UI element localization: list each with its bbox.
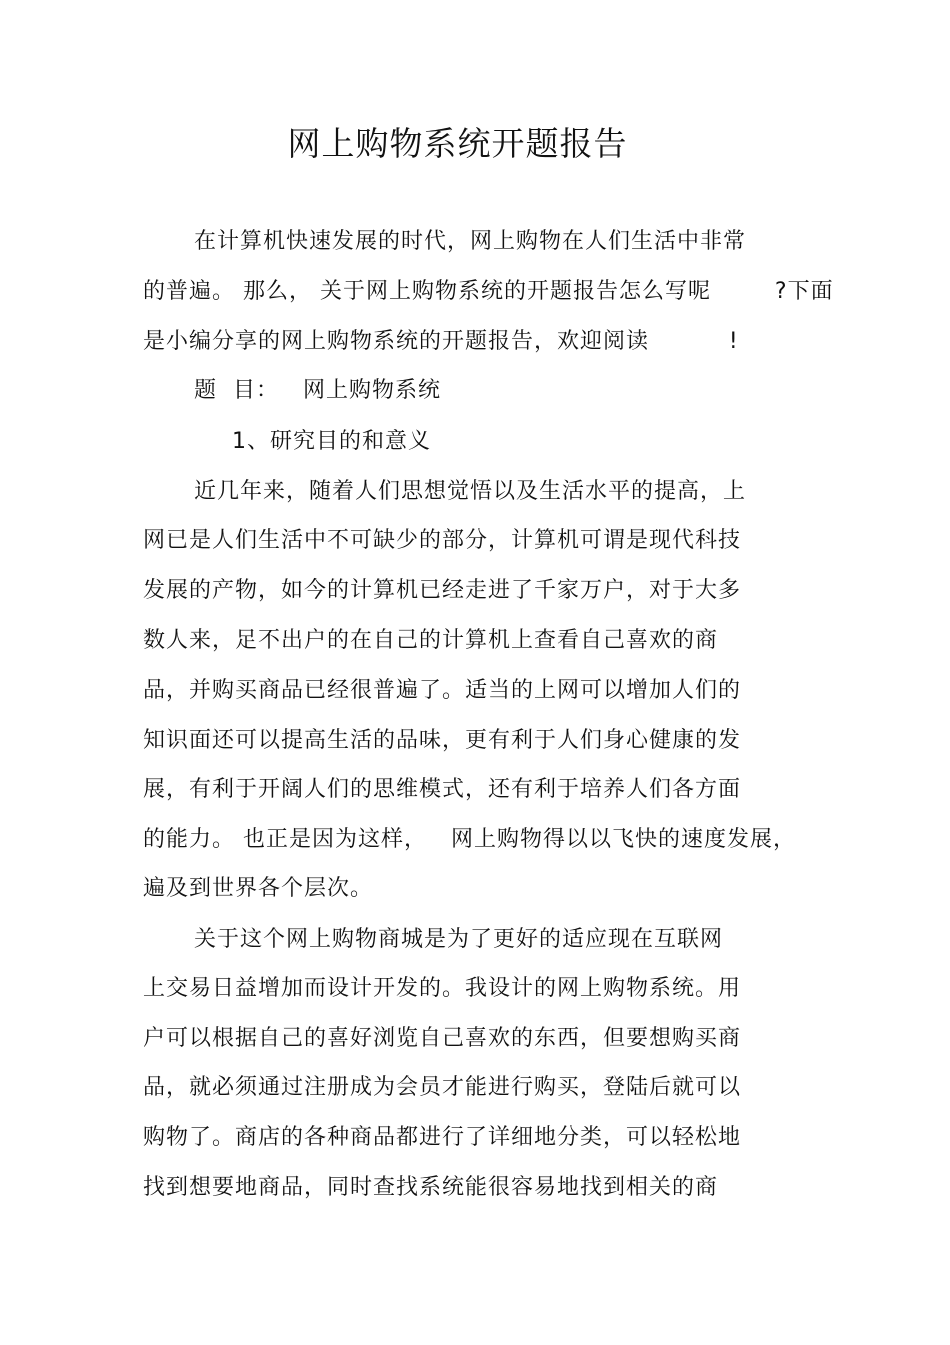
paragraph-line: 数人来，足不出户的在自己的计算机上查看自己喜欢的商 <box>143 628 719 653</box>
paragraph-line: 网已是人们生活中不可缺少的部分，计算机可谓是现代科技 <box>143 528 742 553</box>
paragraph-line: 的能力。 也正是因为这样， 网上购物得以以飞快的速度发展， <box>143 827 796 852</box>
paragraph-line: 近几年来，随着人们思想觉悟以及生活水平的提高，上 <box>194 479 747 504</box>
paragraph-line: 发展的产物，如今的计算机已经走进了千家万户，对于大多 <box>143 578 742 603</box>
paragraph-line: 关于这个网上购物商城是为了更好的适应现在互联网 <box>194 927 724 952</box>
paragraph-line: 上交易日益增加而设计开发的。我设计的网上购物系统。用 <box>143 976 742 1001</box>
paragraph-line: 是小编分享的网上购物系统的开题报告，欢迎阅读 ! <box>143 329 739 354</box>
paragraph-line: 品，就必须通过注册成为会员才能进行购买，登陆后就可以 <box>143 1075 742 1100</box>
paragraph-line: 展，有利于开阔人们的思维模式，还有利于培养人们各方面 <box>143 777 742 802</box>
subject-line: 题 目： 网上购物系统 <box>194 378 441 403</box>
paragraph-line: 找到想要地商品，同时查找系统能很容易地找到相关的商 <box>143 1175 719 1200</box>
paragraph-line: 遍及到世界各个层次。 <box>143 876 374 901</box>
paragraph-line: 知识面还可以提高生活的品味，更有利于人们身心健康的发 <box>143 728 742 753</box>
paragraph-line: 在计算机快速发展的时代，网上购物在人们生活中非常 <box>194 229 747 254</box>
paragraph-line: 购物了。商店的各种商品都进行了详细地分类，可以轻松地 <box>143 1125 742 1150</box>
document-title: 网上购物系统开题报告 <box>287 124 628 163</box>
paragraph-line: 户可以根据自己的喜好浏览自己喜欢的东西，但要想购买商 <box>143 1026 742 1051</box>
paragraph-line: 品，并购买商品已经很普遍了。适当的上网可以增加人们的 <box>143 678 742 703</box>
paragraph-line: 的普遍。 那么， 关于网上购物系统的开题报告怎么写呢 ?下面 <box>143 279 834 304</box>
section-heading: 1、研究目的和意义 <box>232 429 431 454</box>
